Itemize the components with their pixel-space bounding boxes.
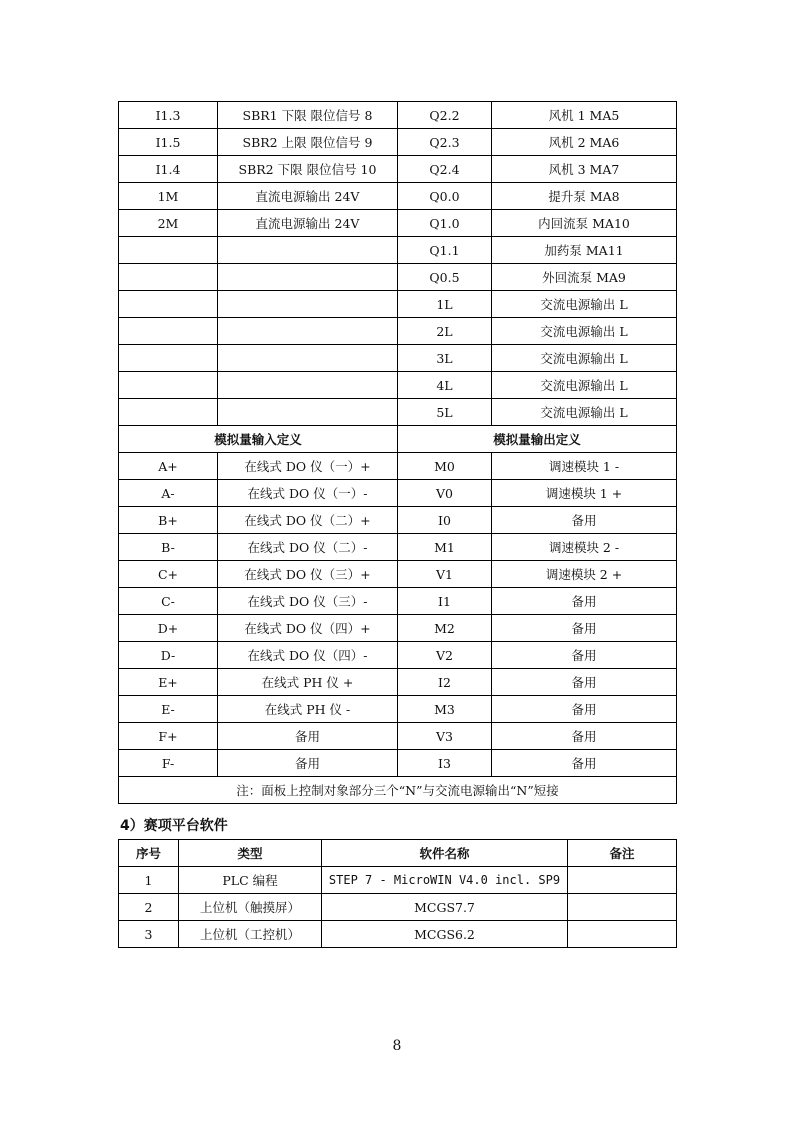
input-description: SBR2 下限 限位信号 10 [218, 156, 398, 183]
input-description: 在线式 DO 仪（四）+ [218, 615, 398, 642]
output-description: 交流电源输出 L [492, 399, 677, 426]
note-row [119, 777, 677, 804]
output-description: 备用 [492, 669, 677, 696]
table-row [119, 156, 677, 183]
output-description: 调速模块 1 + [492, 480, 677, 507]
output-address: I1 [398, 588, 492, 615]
input-address [119, 345, 218, 372]
input-description [218, 318, 398, 345]
output-description: 交流电源输出 L [492, 291, 677, 318]
input-address: I1.4 [119, 156, 218, 183]
software-type: 上位机（工控机） [179, 921, 322, 948]
software-name: MCGS6.2 [322, 921, 568, 948]
table-row [119, 237, 677, 264]
software-remarks [568, 894, 677, 921]
table-row [119, 561, 677, 588]
output-description: 备用 [492, 696, 677, 723]
table-row [119, 318, 677, 345]
output-address: Q1.1 [398, 237, 492, 264]
table-note: 注：面板上控制对象部分三个“N”与交流电源输出“N”短接 [119, 777, 677, 804]
table-row [119, 507, 677, 534]
table-row [119, 291, 677, 318]
header-index: 序号 [119, 840, 179, 867]
input-description: 在线式 PH 仪 + [218, 669, 398, 696]
input-address [119, 264, 218, 291]
input-description [218, 372, 398, 399]
output-address: 5L [398, 399, 492, 426]
input-description: 在线式 DO 仪（四）- [218, 642, 398, 669]
input-address: C+ [119, 561, 218, 588]
table-row [119, 480, 677, 507]
analog-output-header: 模拟量输出定义 [398, 426, 677, 453]
table-row [119, 183, 677, 210]
output-address: M2 [398, 615, 492, 642]
input-description [218, 237, 398, 264]
output-address: I0 [398, 507, 492, 534]
output-description: 调速模块 2 + [492, 561, 677, 588]
input-address: A+ [119, 453, 218, 480]
table-row [119, 867, 677, 894]
input-description [218, 399, 398, 426]
output-address: 1L [398, 291, 492, 318]
io-definition-table [118, 101, 677, 804]
table-row [119, 129, 677, 156]
software-table [118, 839, 677, 948]
section-heading: 4）赛项平台软件 [120, 818, 228, 834]
output-description: 外回流泵 MA9 [492, 264, 677, 291]
output-description: 备用 [492, 642, 677, 669]
output-address: Q2.2 [398, 102, 492, 129]
software-remarks [568, 867, 677, 894]
software-remarks [568, 921, 677, 948]
input-address: F- [119, 750, 218, 777]
input-address: I1.5 [119, 129, 218, 156]
output-description: 交流电源输出 L [492, 318, 677, 345]
output-address: V3 [398, 723, 492, 750]
output-description: 加药泵 MA11 [492, 237, 677, 264]
output-description: 备用 [492, 507, 677, 534]
input-description: 备用 [218, 750, 398, 777]
input-address: D+ [119, 615, 218, 642]
input-address: E- [119, 696, 218, 723]
table-row [119, 102, 677, 129]
table-row [119, 210, 677, 237]
table-row [119, 723, 677, 750]
io-table-body [119, 102, 677, 804]
table-row [119, 264, 677, 291]
input-address: 2M [119, 210, 218, 237]
table-row [119, 750, 677, 777]
input-description: 直流电源输出 24V [218, 183, 398, 210]
table-row [119, 399, 677, 426]
output-description: 风机 3 MA7 [492, 156, 677, 183]
software-type: PLC 编程 [179, 867, 322, 894]
output-address: M1 [398, 534, 492, 561]
table-row [119, 534, 677, 561]
input-description [218, 345, 398, 372]
software-type: 上位机（触摸屏） [179, 894, 322, 921]
software-index: 3 [119, 921, 179, 948]
input-address: B+ [119, 507, 218, 534]
output-description: 备用 [492, 588, 677, 615]
page-number: 8 [392, 1038, 402, 1054]
input-address: I1.3 [119, 102, 218, 129]
output-address: Q0.5 [398, 264, 492, 291]
input-description: 在线式 PH 仪 - [218, 696, 398, 723]
output-address: 2L [398, 318, 492, 345]
output-description: 调速模块 1 - [492, 453, 677, 480]
table-row [119, 588, 677, 615]
output-description: 交流电源输出 L [492, 372, 677, 399]
input-address: C- [119, 588, 218, 615]
output-address: 4L [398, 372, 492, 399]
analog-header-row [119, 426, 677, 453]
input-description: SBR2 上限 限位信号 9 [218, 129, 398, 156]
output-address: Q2.3 [398, 129, 492, 156]
analog-input-header: 模拟量输入定义 [119, 426, 398, 453]
table-row [119, 372, 677, 399]
input-address: A- [119, 480, 218, 507]
header-software-name: 软件名称 [322, 840, 568, 867]
output-description: 提升泵 MA8 [492, 183, 677, 210]
input-description [218, 264, 398, 291]
software-table-header-row [119, 840, 677, 867]
input-description: 在线式 DO 仪（二）+ [218, 507, 398, 534]
output-description: 交流电源输出 L [492, 345, 677, 372]
output-address: Q0.0 [398, 183, 492, 210]
input-description [218, 291, 398, 318]
output-description: 调速模块 2 - [492, 534, 677, 561]
output-address: V0 [398, 480, 492, 507]
input-address: D- [119, 642, 218, 669]
header-type: 类型 [179, 840, 322, 867]
input-address [119, 237, 218, 264]
table-row [119, 345, 677, 372]
input-address: F+ [119, 723, 218, 750]
input-description: 在线式 DO 仪（三）- [218, 588, 398, 615]
input-description: 在线式 DO 仪（一）+ [218, 453, 398, 480]
table-row [119, 696, 677, 723]
software-name: MCGS7.7 [322, 894, 568, 921]
output-address: Q2.4 [398, 156, 492, 183]
output-description: 备用 [492, 750, 677, 777]
input-description: 直流电源输出 24V [218, 210, 398, 237]
output-address: I2 [398, 669, 492, 696]
table-row [119, 453, 677, 480]
output-description: 备用 [492, 615, 677, 642]
output-address: I3 [398, 750, 492, 777]
input-address [119, 291, 218, 318]
software-index: 2 [119, 894, 179, 921]
input-description: 在线式 DO 仪（二）- [218, 534, 398, 561]
input-address [119, 318, 218, 345]
output-address: Q1.0 [398, 210, 492, 237]
input-description: 在线式 DO 仪（一）- [218, 480, 398, 507]
header-remarks: 备注 [568, 840, 677, 867]
input-description: SBR1 下限 限位信号 8 [218, 102, 398, 129]
output-address: 3L [398, 345, 492, 372]
output-description: 风机 2 MA6 [492, 129, 677, 156]
input-address: 1M [119, 183, 218, 210]
table-row [119, 921, 677, 948]
table-row [119, 615, 677, 642]
table-row [119, 894, 677, 921]
input-description: 在线式 DO 仪（三）+ [218, 561, 398, 588]
output-address: V1 [398, 561, 492, 588]
output-description: 备用 [492, 723, 677, 750]
input-address: E+ [119, 669, 218, 696]
output-address: V2 [398, 642, 492, 669]
input-address [119, 399, 218, 426]
input-description: 备用 [218, 723, 398, 750]
output-description: 内回流泵 MA10 [492, 210, 677, 237]
software-name: STEP 7 - MicroWIN V4.0 incl. SP9 [322, 867, 568, 894]
output-description: 风机 1 MA5 [492, 102, 677, 129]
software-index: 1 [119, 867, 179, 894]
table-row [119, 669, 677, 696]
table-row [119, 642, 677, 669]
input-address: B- [119, 534, 218, 561]
output-address: M3 [398, 696, 492, 723]
output-address: M0 [398, 453, 492, 480]
input-address [119, 372, 218, 399]
software-table-body [119, 867, 677, 948]
